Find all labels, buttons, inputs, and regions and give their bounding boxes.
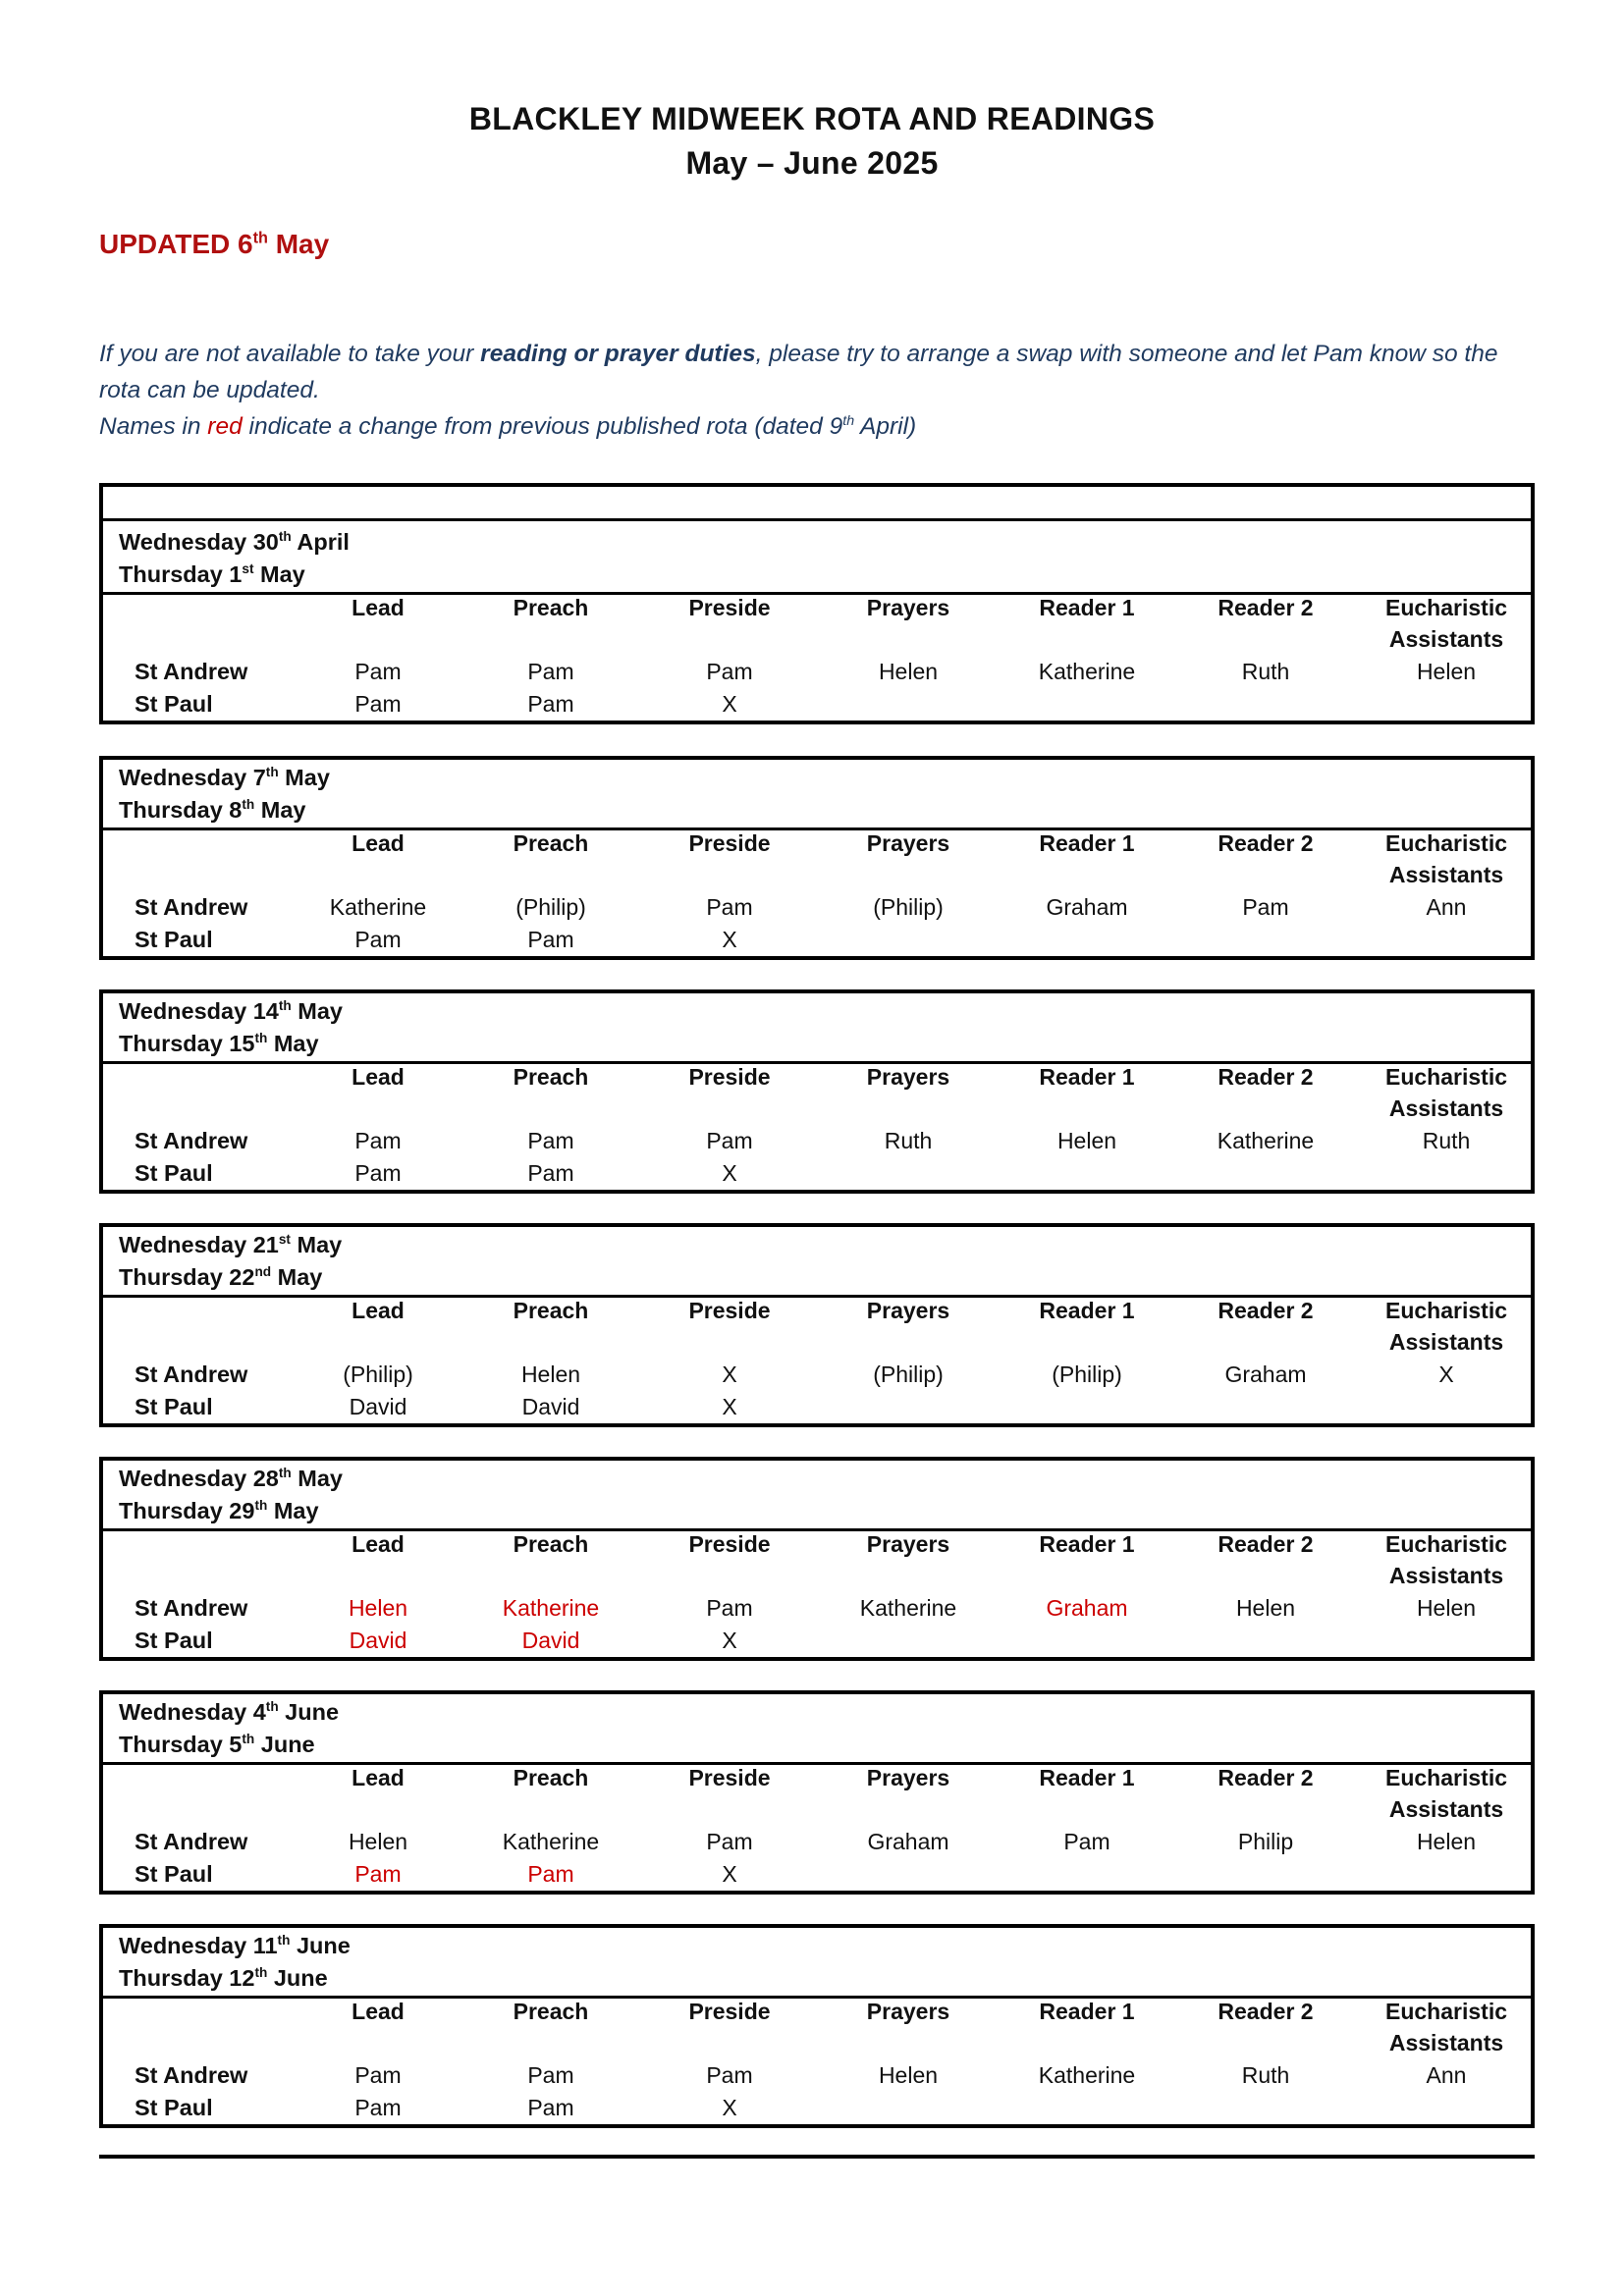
column-header: Prayers — [866, 1531, 950, 1557]
column-header: Reader 1 — [1039, 1999, 1135, 2024]
thursday-day: Thursday 1 — [119, 561, 243, 587]
rota-cell: Helen — [1056, 1128, 1117, 1153]
wednesday-day: Wednesday 30 — [119, 529, 279, 555]
thursday-month: June — [254, 1732, 315, 1757]
rota-cell: Pam — [354, 659, 402, 684]
church-label: St Andrew — [135, 2062, 248, 2088]
rota-cell: Pam — [354, 1861, 402, 1887]
updated-sup: th — [252, 229, 268, 247]
wednesday-month: May — [290, 1232, 343, 1257]
rota-cell: Pam — [354, 2062, 402, 2088]
document-subtitle: May – June 2025 — [685, 145, 939, 181]
wednesday-date — [119, 1229, 342, 1261]
thursday-month: May — [254, 797, 306, 823]
thursday-day: Thursday 5 — [119, 1732, 243, 1757]
column-header: Preach — [513, 1064, 589, 1090]
note-text: April) — [854, 413, 917, 440]
week-block — [99, 1690, 1535, 1895]
rota-cell: (Philip) — [873, 894, 944, 920]
wednesday-ordinal: st — [278, 1232, 291, 1248]
church-label: St Paul — [135, 1861, 213, 1887]
wednesday-month: May — [291, 998, 343, 1024]
week-dates — [119, 1696, 339, 1761]
note-text: If you are not available to take your — [99, 341, 481, 367]
column-header: Reader 1 — [1039, 1064, 1135, 1090]
column-header: Reader 1 — [1039, 1298, 1135, 1323]
church-label: St Paul — [135, 691, 213, 717]
wednesday-day: Wednesday 21 — [119, 1232, 279, 1257]
column-header: Assistants — [1388, 1563, 1504, 1588]
week-dates — [119, 995, 343, 1060]
thursday-month: May — [253, 561, 305, 587]
column-header: Prayers — [866, 1999, 950, 2024]
thursday-date — [119, 1729, 339, 1761]
wednesday-date — [119, 995, 343, 1028]
thursday-day: Thursday 12 — [119, 1965, 255, 1991]
column-header: Eucharistic — [1385, 1999, 1507, 2024]
rota-cell: Graham — [1046, 894, 1128, 920]
rota-cell: Helen — [1235, 1595, 1296, 1621]
rota-cell: Pam — [527, 1861, 574, 1887]
column-header: Preside — [688, 830, 771, 856]
wednesday-date — [119, 1463, 343, 1495]
column-header: Reader 1 — [1039, 1531, 1135, 1557]
thursday-ordinal: nd — [254, 1264, 272, 1280]
column-header: Preside — [688, 595, 771, 620]
rota-cell: Pam — [706, 2062, 753, 2088]
rota-cell: X — [1438, 1362, 1454, 1387]
church-label: St Paul — [135, 1394, 213, 1419]
column-header: Preach — [513, 1765, 589, 1790]
updated-suffix: May — [267, 229, 330, 259]
column-header: Preside — [688, 1064, 771, 1090]
column-header: Preach — [513, 595, 589, 620]
rota-cell: X — [722, 1160, 737, 1186]
column-header: Prayers — [866, 595, 950, 620]
church-label: St Andrew — [135, 894, 248, 920]
wednesday-ordinal: th — [265, 1699, 279, 1715]
column-header: Reader 2 — [1218, 1298, 1314, 1323]
week-dates — [119, 1229, 342, 1294]
thursday-date — [119, 1495, 343, 1527]
rota-cell: Pam — [527, 1160, 574, 1186]
rota-cell: Helen — [1416, 1595, 1477, 1621]
column-header: Lead — [352, 830, 405, 856]
wednesday-month: June — [290, 1933, 351, 1958]
column-header: Reader 2 — [1218, 1999, 1314, 2024]
rota-cell: (Philip) — [1052, 1362, 1122, 1387]
rota-cell: Pam — [527, 2062, 574, 2088]
week-dates — [119, 526, 350, 591]
column-header: Eucharistic — [1385, 1064, 1507, 1090]
rota-cell: David — [349, 1628, 407, 1653]
column-header: Assistants — [1388, 1796, 1504, 1822]
rota-cell: Pam — [706, 659, 753, 684]
thursday-ordinal: th — [254, 1498, 268, 1514]
column-header: Reader 2 — [1218, 1531, 1314, 1557]
thursday-ordinal: th — [254, 1965, 268, 1981]
thursday-month: May — [267, 1498, 319, 1523]
rota-cell: X — [722, 1628, 737, 1653]
column-header: Eucharistic — [1385, 1298, 1507, 1323]
wednesday-month: May — [278, 765, 330, 790]
thursday-date — [119, 1028, 343, 1060]
note-text: indicate a change from previous published rota (dated 9 — [242, 413, 843, 440]
wednesday-month: April — [291, 529, 350, 555]
thursday-ordinal: th — [242, 1732, 255, 1747]
note-line-1 — [99, 336, 1543, 408]
wednesday-ordinal: th — [278, 529, 292, 545]
column-header: Lead — [352, 1298, 405, 1323]
column-header: Reader 1 — [1039, 830, 1135, 856]
rota-cell: Graham — [1224, 1362, 1307, 1387]
wednesday-date — [119, 526, 350, 559]
wednesday-ordinal: th — [278, 998, 292, 1014]
week-dates — [119, 762, 330, 827]
wednesday-day: Wednesday 28 — [119, 1466, 279, 1491]
thursday-day: Thursday 8 — [119, 797, 243, 823]
week-block — [99, 1457, 1535, 1661]
wednesday-month: May — [291, 1466, 343, 1491]
column-header: Preside — [688, 1531, 771, 1557]
church-label: St Andrew — [135, 1595, 248, 1621]
week-block — [99, 756, 1535, 960]
column-header: Reader 1 — [1039, 595, 1135, 620]
rota-cell: Pam — [1063, 1829, 1110, 1854]
column-header: Reader 1 — [1039, 1765, 1135, 1790]
rota-cell: Ruth — [1241, 659, 1290, 684]
rota-cell: Katherine — [1038, 2062, 1136, 2088]
wednesday-ordinal: th — [277, 1933, 291, 1949]
rota-cell: X — [722, 1861, 737, 1887]
rota-cell: Pam — [706, 894, 753, 920]
rota-cell: Pam — [354, 691, 402, 717]
column-header: Reader 2 — [1218, 595, 1314, 620]
updated-prefix: UPDATED 6 — [99, 229, 253, 259]
column-header: Prayers — [866, 1298, 950, 1323]
column-header: Reader 2 — [1218, 1765, 1314, 1790]
rota-cell: David — [349, 1394, 407, 1419]
rota-cell: Helen — [348, 1595, 408, 1621]
rota-cell: Katherine — [329, 894, 427, 920]
rota-cell: (Philip) — [873, 1362, 944, 1387]
rota-cell: Katherine — [1038, 659, 1136, 684]
rota-cell: Pam — [527, 927, 574, 952]
rota-cell: Helen — [878, 659, 939, 684]
rota-cell: Pam — [527, 659, 574, 684]
column-header: Prayers — [866, 830, 950, 856]
thursday-ordinal: th — [254, 1031, 268, 1046]
week-block — [99, 1223, 1535, 1427]
note-text: Names in — [99, 413, 208, 440]
rota-cell: Helen — [878, 2062, 939, 2088]
header-strip — [103, 487, 1531, 521]
column-header: Preside — [688, 1298, 771, 1323]
column-header: Lead — [352, 1999, 405, 2024]
column-header: Preach — [513, 1531, 589, 1557]
note-strong-text: reading or prayer duties — [480, 341, 756, 367]
column-header: Preside — [688, 1765, 771, 1790]
column-header: Assistants — [1388, 862, 1504, 887]
note-red-word: red — [207, 413, 243, 440]
rota-cell: Ruth — [1241, 2062, 1290, 2088]
thursday-ordinal: th — [242, 797, 255, 813]
wednesday-month: June — [278, 1699, 340, 1725]
thursday-date — [119, 1962, 351, 1995]
column-header: Prayers — [866, 1765, 950, 1790]
column-header: Preach — [513, 1999, 589, 2024]
rota-cell: Pam — [354, 927, 402, 952]
column-header: Eucharistic — [1385, 595, 1507, 620]
column-header: Assistants — [1388, 2030, 1504, 2056]
rota-cell: X — [722, 1394, 737, 1419]
thursday-month: May — [267, 1031, 319, 1056]
wednesday-ordinal: th — [265, 765, 279, 780]
church-label: St Andrew — [135, 1128, 248, 1153]
column-header: Preside — [688, 1999, 771, 2024]
column-header: Lead — [352, 1531, 405, 1557]
wednesday-date — [119, 762, 330, 794]
column-header: Assistants — [1388, 1329, 1504, 1355]
church-label: St Paul — [135, 1628, 213, 1653]
rota-cell: Pam — [706, 1829, 753, 1854]
rota-cell: Helen — [520, 1362, 581, 1387]
rota-cell: David — [521, 1394, 580, 1419]
wednesday-day: Wednesday 7 — [119, 765, 266, 790]
rota-cell: X — [722, 927, 737, 952]
thursday-day: Thursday 22 — [119, 1264, 255, 1290]
rota-cell: Helen — [1416, 659, 1477, 684]
rota-cell: Ruth — [1422, 1128, 1471, 1153]
church-label: St Andrew — [135, 1362, 248, 1387]
bottom-rule — [99, 2155, 1535, 2159]
wednesday-day: Wednesday 4 — [119, 1699, 266, 1725]
column-header: Reader 2 — [1218, 1064, 1314, 1090]
rota-cell: (Philip) — [515, 894, 586, 920]
wednesday-day: Wednesday 14 — [119, 998, 279, 1024]
column-header: Eucharistic — [1385, 830, 1507, 856]
column-header: Assistants — [1388, 626, 1504, 652]
document-title: BLACKLEY MIDWEEK ROTA AND READINGS — [468, 101, 1156, 136]
rota-cell: Pam — [354, 1160, 402, 1186]
rota-cell: Ann — [1426, 2062, 1467, 2088]
rota-cell: Ann — [1426, 894, 1467, 920]
thursday-month: May — [271, 1264, 323, 1290]
rota-cell: (Philip) — [343, 1362, 413, 1387]
updated-notice — [99, 229, 329, 260]
note-text: , please try to arrange a swap with someone and let Pam know so the rota can be updated. — [99, 341, 1498, 403]
church-label: St Paul — [135, 2095, 213, 2120]
column-header: Prayers — [866, 1064, 950, 1090]
column-header: Lead — [352, 1765, 405, 1790]
rota-cell: Graham — [1046, 1595, 1128, 1621]
rota-cell: Pam — [354, 2095, 402, 2120]
column-header: Preach — [513, 830, 589, 856]
rota-cell: Katherine — [1217, 1128, 1315, 1153]
church-label: St Andrew — [135, 659, 248, 684]
rota-cell: Philip — [1237, 1829, 1294, 1854]
week-block — [99, 483, 1535, 724]
church-label: St Paul — [135, 927, 213, 952]
week-block — [99, 1924, 1535, 2128]
column-header: Reader 2 — [1218, 830, 1314, 856]
rota-cell: Pam — [1242, 894, 1289, 920]
rota-cell: X — [722, 2095, 737, 2120]
wednesday-date — [119, 1930, 351, 1962]
wednesday-day: Wednesday 11 — [119, 1933, 278, 1958]
rota-cell: Graham — [867, 1829, 949, 1854]
column-header: Preach — [513, 1298, 589, 1323]
wednesday-ordinal: th — [278, 1466, 292, 1481]
thursday-date — [119, 559, 350, 591]
column-header: Lead — [352, 1064, 405, 1090]
week-block — [99, 989, 1535, 1194]
column-header: Eucharistic — [1385, 1765, 1507, 1790]
rota-cell: X — [722, 1362, 737, 1387]
thursday-month: June — [267, 1965, 328, 1991]
rota-cell: Ruth — [884, 1128, 933, 1153]
rota-cell: Katherine — [502, 1829, 600, 1854]
thursday-date — [119, 794, 330, 827]
rota-cell: Pam — [527, 1128, 574, 1153]
note-line-2 — [99, 408, 1543, 445]
column-header: Lead — [352, 595, 405, 620]
thursday-day: Thursday 15 — [119, 1031, 255, 1056]
thursday-date — [119, 1261, 342, 1294]
church-label: St Paul — [135, 1160, 213, 1186]
rota-cell: Pam — [706, 1595, 753, 1621]
rota-cell: Pam — [706, 1128, 753, 1153]
thursday-day: Thursday 29 — [119, 1498, 255, 1523]
column-header: Eucharistic — [1385, 1531, 1507, 1557]
instructions-note — [99, 336, 1543, 445]
rota-cell: X — [722, 691, 737, 717]
rota-cell: Helen — [1416, 1829, 1477, 1854]
thursday-ordinal: st — [242, 561, 254, 577]
rota-cell: Pam — [354, 1128, 402, 1153]
church-label: St Andrew — [135, 1829, 248, 1854]
rota-cell: Katherine — [859, 1595, 957, 1621]
note-sup: th — [842, 412, 855, 429]
rota-cell: Helen — [348, 1829, 408, 1854]
week-dates — [119, 1930, 351, 1995]
week-dates — [119, 1463, 343, 1527]
column-header: Assistants — [1388, 1095, 1504, 1121]
rota-cell: David — [521, 1628, 580, 1653]
rota-cell: Katherine — [502, 1595, 600, 1621]
rota-cell: Pam — [527, 691, 574, 717]
rota-cell: Pam — [527, 2095, 574, 2120]
wednesday-date — [119, 1696, 339, 1729]
